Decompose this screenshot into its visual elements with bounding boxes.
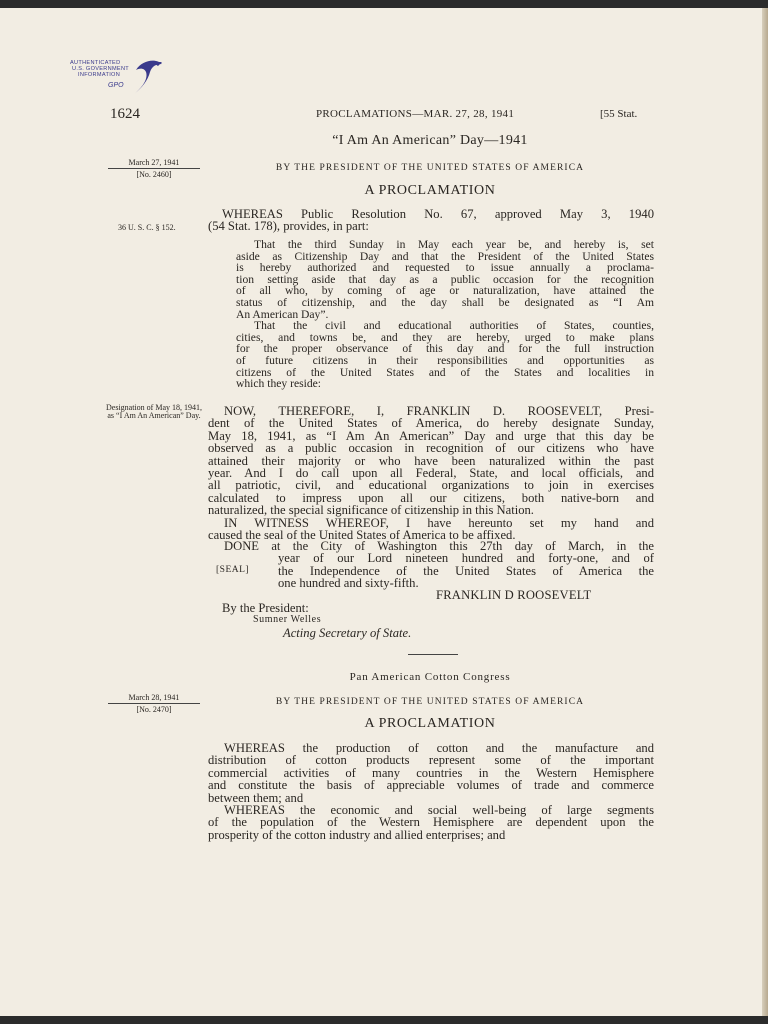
body-line: one hundred and sixty-fifth. bbox=[278, 576, 419, 591]
section-divider bbox=[408, 654, 458, 655]
proclamation-1-number: [No. 2460] bbox=[136, 170, 172, 180]
presidential-signature: FRANKLIN D ROOSEVELT bbox=[436, 588, 592, 602]
body-line: and constitute the basis of appreciable volumes of trade and commerce bbox=[208, 778, 654, 793]
secretary-name: Sumner Welles bbox=[253, 614, 322, 625]
quote-line: which they reside: bbox=[236, 377, 321, 391]
gpo-authenticated-logo bbox=[70, 52, 166, 100]
quote-line: is hereby authorized and requested to issue annually a proclama- bbox=[236, 261, 654, 275]
body-line: calculated to impress upon all our citizens, both native-born and bbox=[208, 490, 654, 505]
proclamation-2-number: [No. 2470] bbox=[136, 705, 172, 715]
body-line: naturalized, the special significance of citizenship in this Nation. bbox=[208, 503, 534, 518]
quote-line: That the third Sunday in May each year be, and hereby is, set bbox=[254, 238, 654, 251]
body-line: IN WITNESS WHEREOF, I have hereunto set my hand and bbox=[224, 515, 654, 530]
quote-line: of all who, by coming of age or naturalization, have attained the bbox=[236, 284, 654, 298]
proclamation-2-date: March 28, 1941 bbox=[128, 693, 180, 702]
logo-line-3: INFORMATION bbox=[78, 72, 121, 78]
done-paragraph bbox=[208, 540, 654, 590]
page-number: 1624 bbox=[110, 106, 140, 122]
body-line: observed as a public occasion in recognition of our citizens who have bbox=[208, 441, 654, 456]
quote-line: citizens of the United States and of the States and localities in bbox=[236, 365, 654, 379]
statute-citation: 36 U. S. C. § 152. bbox=[118, 223, 176, 232]
margin-rule bbox=[108, 168, 200, 169]
proclamation-1-date: March 27, 1941 bbox=[128, 158, 180, 167]
quoted-resolution bbox=[236, 239, 654, 390]
proclamation-1-by-line: BY THE PRESIDENT OF THE UNITED STATES OF AMERICA bbox=[275, 163, 585, 173]
designation-margin-note: Designation of May 18, 1941, as “I Am An American” Day. bbox=[106, 403, 202, 421]
logo-line-2: U.S. GOVERNMENT bbox=[72, 66, 130, 72]
body-line: NOW, THEREFORE, I, FRANKLIN D. ROOSEVELT, Presi- bbox=[224, 404, 654, 418]
quote-line: That the civil and educational authorities of States, counties, bbox=[254, 319, 654, 333]
quote-line: for the proper observance of this day and for the full instruction bbox=[236, 342, 654, 356]
body-line: caused the seal of the United States of America to be affixed. bbox=[208, 528, 516, 543]
logo-line-1: AUTHENTICATED bbox=[70, 60, 121, 66]
body-line: year. And I do call upon all Federal, State, and local officials, and bbox=[208, 466, 654, 481]
body-line: the Independence of the United States of America the bbox=[278, 563, 654, 578]
proclamation-2-body bbox=[208, 742, 654, 841]
proclamation-1-title: “I Am An American” Day—1941 bbox=[332, 133, 528, 148]
body-line: year of our Lord nineteen hundred and forty-one, and of bbox=[278, 551, 654, 566]
body-line: WHEREAS the production of cotton and the manufacture and bbox=[224, 741, 654, 755]
body-line: prosperity of the cotton industry and allied enterprises; and bbox=[208, 827, 506, 842]
body-line: between them; and bbox=[208, 790, 304, 805]
proclamation-2-by-line: BY THE PRESIDENT OF THE UNITED STATES OF AMERICA bbox=[275, 697, 585, 707]
body-line: of the population of the Western Hemisphere are dependent upon the bbox=[208, 815, 654, 830]
body-line: WHEREAS the economic and social well-being of large segments bbox=[224, 803, 654, 818]
whereas-paragraph bbox=[208, 208, 654, 233]
body-line: all patriotic, civil, and educational organizations to join in exercises bbox=[208, 478, 654, 493]
body-line: dent of the United States of America, do hereby designate Sunday, bbox=[208, 416, 654, 431]
quote-line: tion setting aside that day as a public occasion for the recognition bbox=[236, 272, 654, 286]
volume-reference: [55 Stat. bbox=[600, 108, 638, 120]
proclamation-1-heading: A PROCLAMATION bbox=[364, 183, 496, 198]
running-title: PROCLAMATIONS—MAR. 27, 28, 1941 bbox=[316, 108, 515, 120]
seal-marker: [SEAL] bbox=[216, 565, 250, 575]
quote-line: aside as Citizenship Day and that the President of the United States bbox=[236, 249, 654, 263]
logo-gpo-text: GPO bbox=[108, 82, 124, 89]
body-line: DONE at the City of Washington this 27th day of March, in the bbox=[224, 539, 654, 553]
body-line: attained their majority or who have been naturalized within the past bbox=[208, 453, 654, 468]
eagle-icon bbox=[132, 58, 166, 98]
margin-rule bbox=[108, 703, 200, 704]
body-line: commercial activities of many countries in the Western Hemisphere bbox=[208, 765, 654, 780]
quote-line: status of citizenship, and the day shall be designated as “I Am bbox=[236, 295, 654, 309]
quote-line: An American Day”. bbox=[236, 307, 329, 321]
whereas-line: WHEREAS Public Resolution No. 67, approved May 3, 1940 bbox=[222, 207, 654, 221]
body-line: May 18, 1941, as “I Am An American” Day and urge that this day be bbox=[208, 428, 654, 443]
body-line: distribution of cotton products represent some of the important bbox=[208, 753, 654, 768]
whereas-line: (54 Stat. 178), provides, in part: bbox=[208, 219, 369, 234]
secretary-title: Acting Secretary of State. bbox=[283, 626, 412, 640]
quote-line: cities, and towns be, and they are hereby, urged to make plans bbox=[236, 330, 654, 344]
proclamation-2-heading: A PROCLAMATION bbox=[364, 716, 496, 731]
proclamation-2-title: Pan American Cotton Congress bbox=[349, 671, 511, 683]
now-therefore-paragraph bbox=[208, 405, 654, 541]
by-the-president: By the President: bbox=[222, 601, 309, 615]
page-edge bbox=[762, 8, 768, 1016]
quote-line: of future citizens in their responsibilities and opportunities as bbox=[236, 353, 654, 367]
proclamation-2-margin-date bbox=[104, 693, 204, 714]
proclamation-1-margin-date bbox=[104, 158, 204, 179]
